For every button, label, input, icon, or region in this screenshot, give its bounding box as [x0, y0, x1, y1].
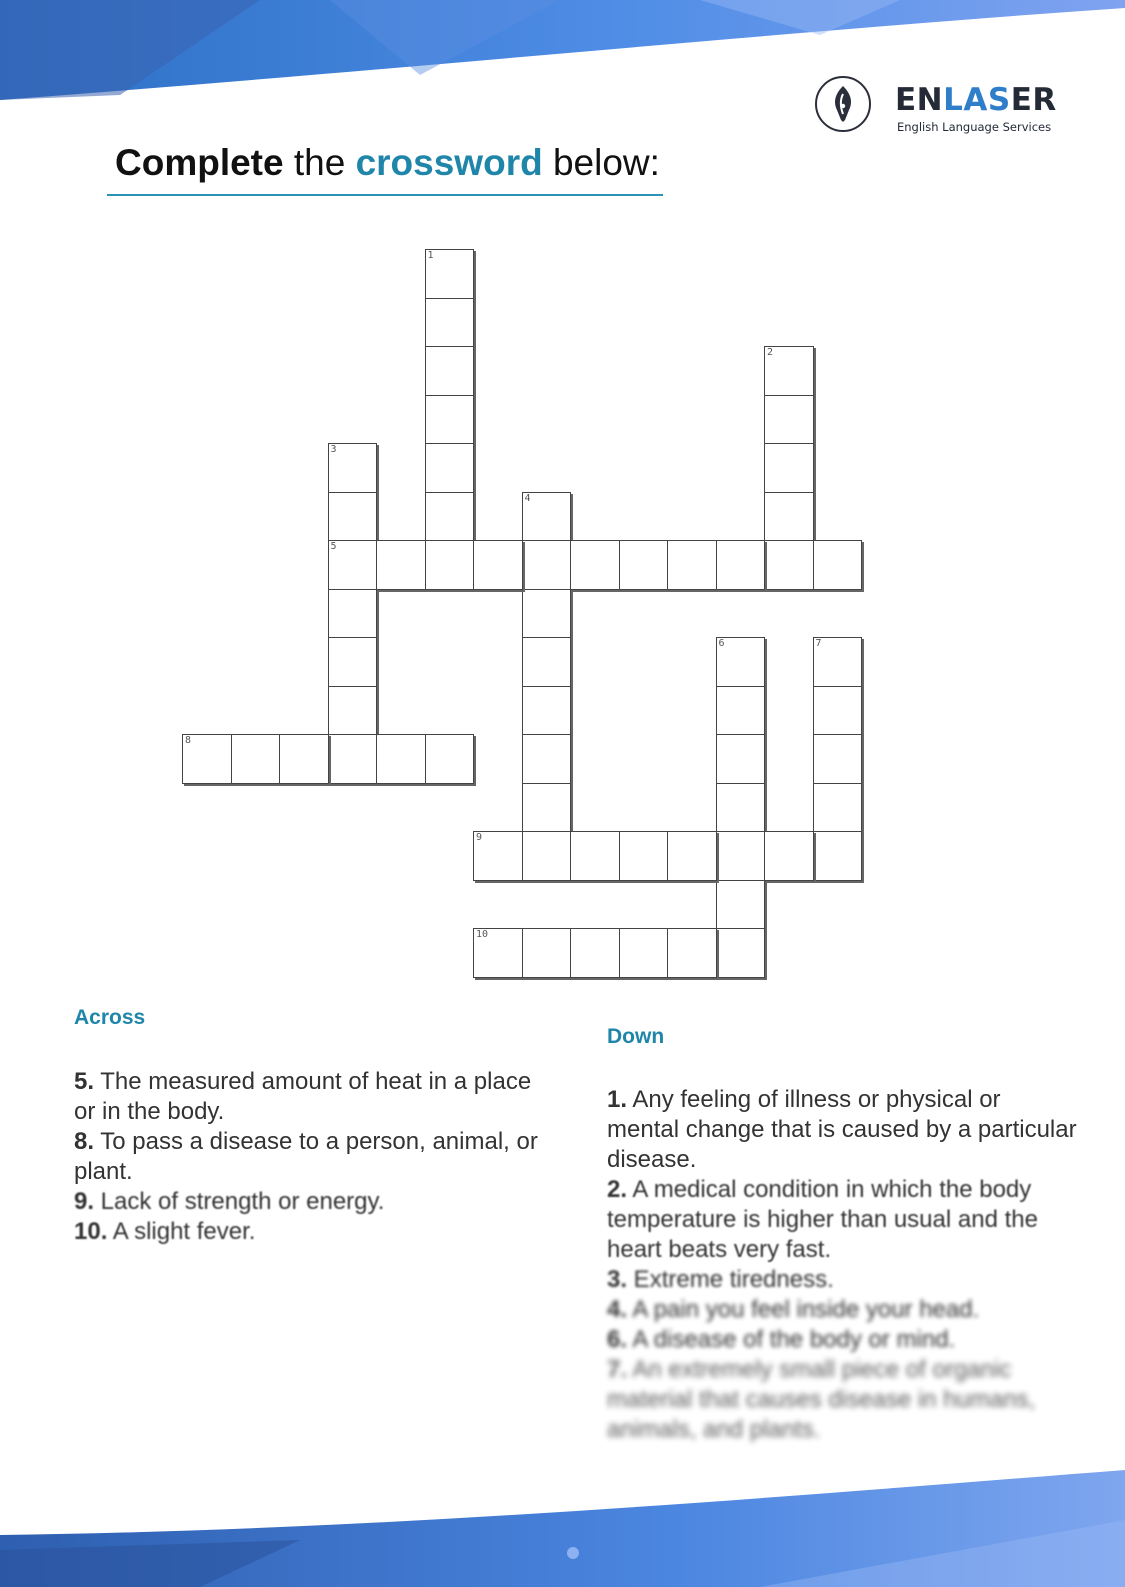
crossword-cell[interactable]: [764, 492, 814, 542]
crossword-cell[interactable]: [522, 831, 572, 881]
clue-number: 5: [330, 541, 337, 552]
crossword-cell[interactable]: [813, 831, 863, 881]
footer-banner: [0, 1460, 1125, 1587]
crossword-cell[interactable]: [522, 637, 572, 687]
crossword-cell[interactable]: [764, 443, 814, 493]
crossword-cell[interactable]: [716, 783, 766, 833]
down-clue: 6. A disease of the body or mind.: [607, 1326, 956, 1353]
crossword-cell[interactable]: [716, 880, 766, 930]
crossword-cell[interactable]: [376, 540, 426, 590]
across-clue: 8. To pass a disease to a person, animal, or plant.: [74, 1128, 538, 1185]
crossword-cell[interactable]: [425, 249, 475, 299]
crossword-cell[interactable]: [328, 589, 378, 639]
crossword-cell[interactable]: [716, 686, 766, 736]
crossword-cell[interactable]: [813, 637, 863, 687]
crossword-cell[interactable]: [813, 686, 863, 736]
crossword-cell[interactable]: [473, 831, 523, 881]
crossword-cell[interactable]: [813, 734, 863, 784]
crossword-cell[interactable]: [425, 346, 475, 396]
across-clues: [74, 1067, 544, 1247]
crossword-cell[interactable]: [231, 734, 281, 784]
logo-name-dark: EN: [895, 82, 944, 118]
crossword-cell[interactable]: [570, 928, 620, 978]
crossword-cell[interactable]: [328, 492, 378, 542]
title-word-below: below:: [542, 142, 660, 183]
crossword-cell[interactable]: [425, 492, 475, 542]
crossword-cell[interactable]: [570, 540, 620, 590]
title-word-crossword: crossword: [355, 142, 543, 183]
crossword-cell[interactable]: [328, 686, 378, 736]
across-clue: 9. Lack of strength or energy.: [74, 1188, 385, 1215]
crossword-cell[interactable]: [376, 734, 426, 784]
crossword-cell[interactable]: [716, 540, 766, 590]
down-heading: Down: [607, 1025, 665, 1048]
down-clue: 4. A pain you feel inside your head.: [607, 1296, 980, 1323]
clue-number: 10: [476, 929, 489, 940]
page-title: [115, 142, 660, 184]
crossword-cell[interactable]: [522, 492, 572, 542]
clue-number: 1: [427, 250, 434, 261]
clue-number: 6: [718, 638, 725, 649]
logo-name-rest: ER: [1010, 82, 1057, 118]
crossword-cell[interactable]: [716, 928, 766, 978]
crossword-cell[interactable]: [473, 928, 523, 978]
crossword-cell[interactable]: [522, 686, 572, 736]
crossword-cell[interactable]: [328, 734, 378, 784]
crossword-cell[interactable]: [619, 540, 669, 590]
crossword-cell[interactable]: [328, 540, 378, 590]
logo-wordmark: [895, 82, 1057, 118]
logo-name-accent: LAS: [943, 82, 1011, 118]
crossword-cell[interactable]: [425, 540, 475, 590]
title-word-complete: Complete: [115, 142, 284, 183]
title-underline: [107, 194, 663, 196]
clue-number: 9: [476, 832, 483, 843]
clue-number: 8: [185, 735, 192, 746]
crossword-cell[interactable]: [667, 540, 717, 590]
across-heading: Across: [74, 1006, 146, 1029]
crossword-cell[interactable]: [522, 540, 572, 590]
crossword-cell[interactable]: [473, 540, 523, 590]
crossword-cell[interactable]: [619, 928, 669, 978]
clue-number: 4: [524, 492, 531, 504]
across-clue: 5. The measured amount of heat in a place or in the body.: [74, 1068, 532, 1125]
crossword-cell[interactable]: [813, 783, 863, 833]
crossword-cell[interactable]: [716, 734, 766, 784]
logo-tagline: English Language Services: [897, 120, 1052, 134]
crossword-cell[interactable]: [764, 346, 814, 396]
crossword-cell[interactable]: [328, 637, 378, 687]
down-clue: 3. Extreme tiredness.: [607, 1266, 834, 1293]
crossword-cell[interactable]: [716, 637, 766, 687]
title-word-the: the: [283, 142, 356, 183]
crossword-cell[interactable]: [522, 783, 572, 833]
crossword-cell[interactable]: [764, 831, 814, 881]
crossword-cell[interactable]: [522, 589, 572, 639]
crossword-cell[interactable]: [716, 831, 766, 881]
crossword-cell[interactable]: [425, 443, 475, 493]
crossword-cell[interactable]: [813, 540, 863, 590]
crossword-cell[interactable]: [619, 831, 669, 881]
down-clues: [607, 1085, 1077, 1445]
crossword-cell[interactable]: [764, 395, 814, 445]
clue-number: 3: [330, 444, 337, 455]
crossword-cell[interactable]: [425, 734, 475, 784]
company-logo: [815, 76, 1055, 140]
crossword-cell[interactable]: [425, 298, 475, 348]
pen-nib-icon: [815, 76, 871, 132]
crossword-cell[interactable]: [425, 395, 475, 445]
down-clue: 2. A medical condition in which the body temperature is higher than usual and the heart beats very fast.: [607, 1176, 1038, 1263]
clue-number: 7: [815, 638, 822, 649]
down-clue: 1. Any feeling of illness or physical or mental change that is caused by a particular disease.: [607, 1086, 1077, 1173]
crossword-cell[interactable]: [570, 831, 620, 881]
crossword-cell[interactable]: [328, 443, 378, 493]
crossword-cell[interactable]: [667, 831, 717, 881]
crossword-cell[interactable]: [279, 734, 329, 784]
down-clue: 7. An extremely small piece of organic material that causes disease in humans, animals, and plants.: [607, 1356, 1036, 1443]
crossword-cell[interactable]: [522, 928, 572, 978]
crossword-cell[interactable]: [182, 734, 232, 784]
clue-number: 2: [767, 347, 774, 358]
crossword-cell[interactable]: [667, 928, 717, 978]
crossword-cell[interactable]: [522, 734, 572, 784]
crossword-cell[interactable]: [764, 540, 814, 590]
across-clue: 10. A slight fever.: [74, 1218, 256, 1245]
